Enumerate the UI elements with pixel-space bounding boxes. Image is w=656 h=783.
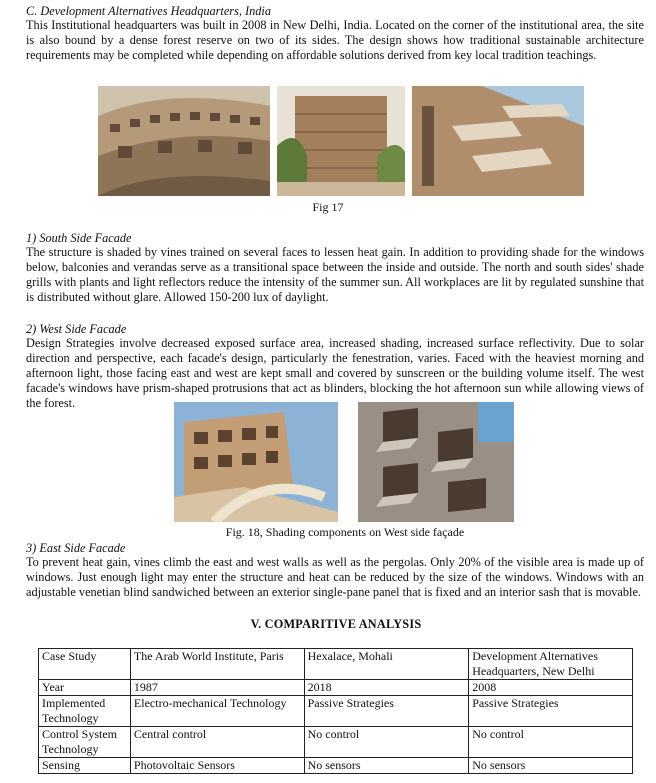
subsection-heading: 1) South Side Facade <box>26 231 132 245</box>
table-cell: Year <box>39 680 131 696</box>
building-photo-green-grills <box>277 86 405 196</box>
figure-caption: Fig. 18, Shading components on West side façade <box>225 525 465 539</box>
section-title: V. COMPARITIVE ANALYSIS <box>250 617 422 631</box>
table-cell: Case Study <box>39 649 131 680</box>
table-cell: Control System Technology <box>39 727 131 758</box>
table-cell: No sensors <box>469 758 633 774</box>
table-cell: The Arab World Institute, Paris <box>130 649 304 680</box>
table-cell: Implemented Technology <box>39 696 131 727</box>
building-photo-curved-facade <box>98 86 270 196</box>
comparison-table <box>38 648 633 774</box>
subsection-heading: 3) East Side Facade <box>26 541 126 555</box>
table-cell: Central control <box>130 727 304 758</box>
subsection-paragraph: Design Strategies involve decreased exposed surface area, increased shading, increased surface reflectivity. Due to solar direction and perspective, each facade's design, particularly the fenestration, varies. Faced with the heaviest morning and afternoon light, those facing east and west are kept small and covered by sunscreen or the building volume itself. The west facade's windows have prism-shaped protrusions that act as blinders, blocking the hot afternoon sun while allowing views of the forest. <box>26 336 644 410</box>
table-cell: 2008 <box>469 680 633 696</box>
figure-caption: Fig 17 <box>312 200 344 214</box>
table-cell: No sensors <box>304 758 469 774</box>
section-heading: C. Development Alternatives Headquarters, India <box>26 4 271 18</box>
table-cell: Passive Strategies <box>304 696 469 727</box>
table-cell: Sensing <box>39 758 131 774</box>
building-photo-balconies <box>412 86 584 196</box>
subsection-paragraph: The structure is shaded by vines trained on several faces to lessen heat gain. In addition to providing shade for the windows below, balconies and verandas serve as a transitional space between the inside and outside. The north and south sides' shade grills with plants and light reflectors reduce the intensity of the summer sun. All workplaces are lit by regulated sunshine that is distributed without glare. Allowed 150-200 lux of daylight. <box>26 245 644 304</box>
table-cell: Electro-mechanical Technology <box>130 696 304 727</box>
table-cell: Passive Strategies <box>469 696 633 727</box>
table-cell: 1987 <box>130 680 304 696</box>
building-photo-west-facade <box>174 402 338 522</box>
table-cell: No control <box>304 727 469 758</box>
section-paragraph: This Institutional headquarters was built in 2008 in New Delhi, India. Located on the corner of the institutional area, the site is also bound by a dense forest reserve on two of its sides. The design shows how traditional sustainable architecture requirements may be completed while depending on affordable solutions derived from key local tradition teachings. <box>26 18 644 62</box>
table-row <box>39 727 633 758</box>
table-row <box>39 680 633 696</box>
table-row <box>39 649 633 680</box>
table-row <box>39 696 633 727</box>
table-row <box>39 758 633 774</box>
table-cell: Photovoltaic Sensors <box>130 758 304 774</box>
table-cell: Development Alternatives Headquarters, New Delhi <box>469 649 633 680</box>
table-cell: 2018 <box>304 680 469 696</box>
table-cell: No control <box>469 727 633 758</box>
table-cell: Hexalace, Mohali <box>304 649 469 680</box>
subsection-paragraph: To prevent heat gain, vines climb the east and west walls as well as the pergolas. Only 20% of the visible area is made up of windows. Just enough light may enter the structure and heat can be reduced by the size of the windows. Windows with an adjustable venetian blind sandwiched between an exterior single-pane panel that is fixed and an interior sash that is movable. <box>26 555 644 599</box>
building-photo-prism-windows <box>358 402 514 522</box>
subsection-heading: 2) West Side Facade <box>26 322 127 336</box>
